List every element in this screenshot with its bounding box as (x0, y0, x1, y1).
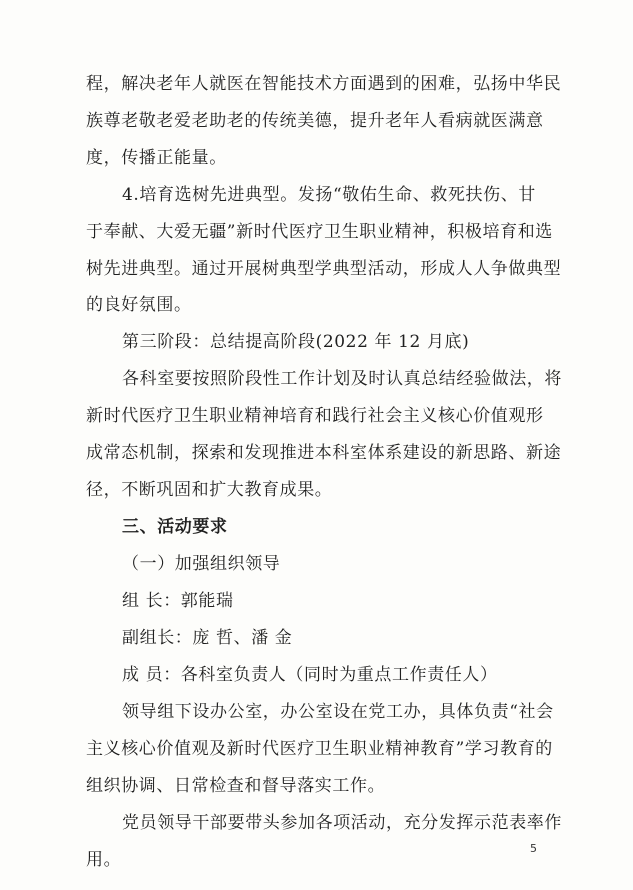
text-line-2: 族尊老敬老爱老助老的传统美德，提升老年人看病就医满意 (86, 111, 544, 131)
subsection-heading: （一）加强组织领导 (122, 554, 281, 574)
text-line-11: 成常态机制，探索和发现推进本科室体系建设的新思路、新途 (86, 443, 562, 463)
text-line-4: 4.培育选树先进典型。发扬“敬佑生命、救死扶伤、甘 (122, 185, 536, 205)
text-line-20: 组织协调、日常检查和督导落实工作。 (86, 776, 386, 796)
page-number: 5 (530, 842, 537, 855)
members-line: 成 员：各科室负责人（同时为重点工作责任人） (122, 665, 498, 685)
text-line-19: 主义核心价值观及新时代医疗卫生职业精神教育”学习教育的 (86, 739, 553, 759)
text-line-10: 新时代医疗卫生职业精神培育和践行社会主义核心价值观形 (86, 406, 544, 426)
text-line-12: 径，不断巩固和扩大教育成果。 (86, 480, 333, 500)
text-line-7: 的良好氛围。 (86, 295, 192, 315)
leader-line: 组 长：郭能瑞 (122, 591, 234, 611)
stage-three-heading: 第三阶段：总结提高阶段(2022 年 12 月底) (122, 332, 470, 352)
section-heading: 三、活动要求 (122, 517, 228, 537)
text-line-5: 于奉献、大爱无疆”新时代医疗卫生职业精神，积极培育和选 (86, 222, 553, 242)
text-line-22: 用。 (86, 850, 122, 870)
text-line-18: 领导组下设办公室，办公室设在党工办，具体负责“社会 (122, 702, 554, 722)
text-line-1: 程，解决老年人就医在智能技术方面遇到的困难，弘扬中华民 (86, 74, 562, 94)
text-line-21: 党员领导干部要带头参加各项活动，充分发挥示范表率作 (122, 813, 562, 833)
deputy-leader-line: 副组长：庞 哲、潘 金 (122, 628, 293, 648)
text-line-6: 树先进典型。通过开展树典型学典型活动，形成人人争做典型 (86, 259, 562, 279)
text-line-9: 各科室要按照阶段性工作计划及时认真总结经验做法，将 (122, 369, 562, 389)
text-line-3: 度，传播正能量。 (86, 148, 227, 168)
